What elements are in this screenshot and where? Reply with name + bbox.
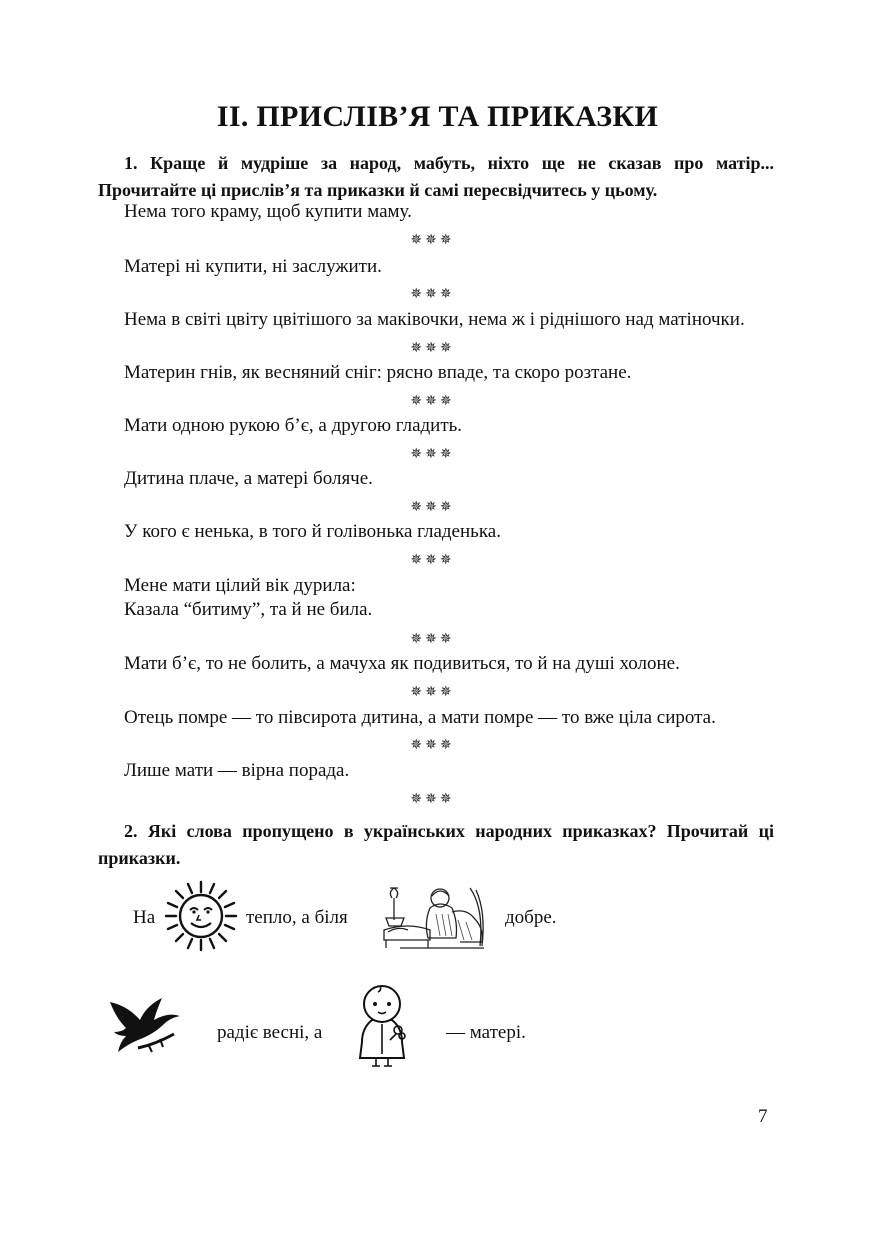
proverb-7: У кого є ненька, в того й голівонька гладенька. [124, 521, 501, 542]
separator-stars: ✵✵✵ [410, 792, 455, 807]
puzzle-2-word-materi: — матері. [446, 1022, 526, 1043]
proverb-4: Материн гнів, як весняний сніг: рясно впаде, та скоро розтане. [124, 362, 632, 383]
proverb-6: Дитина плаче, а матері боляче. [124, 468, 373, 489]
sun-icon [162, 880, 240, 952]
separator-stars: ✵✵✵ [410, 233, 455, 248]
task-2-instruction: 2. Які слова пропущено в українських народних приказках? Прочитай ці приказки. [98, 821, 774, 868]
proverb-5: Мати одною рукою б’є, а другою гладить. [124, 415, 463, 436]
separator-stars: ✵✵✵ [410, 632, 455, 647]
puzzle-2-word-radie: радіє весні, а [217, 1022, 323, 1043]
proverb-10: Отець помре — то півсирота дитина, а мати помре — то вже ціла сирота. [124, 707, 716, 728]
proverb-8-line-1: Мене мати цілий вік дурила: [124, 575, 356, 596]
separator-stars: ✵✵✵ [410, 394, 455, 409]
separator-stars: ✵✵✵ [410, 447, 455, 462]
proverb-2: Матері ні купити, ні заслужити. [124, 256, 382, 277]
page-title: II. ПРИСЛІВ’Я ТА ПРИКАЗКИ [216, 100, 659, 133]
puzzle-1-word-teplo: тепло, а біля [246, 907, 348, 928]
separator-stars: ✵✵✵ [410, 287, 455, 302]
proverb-1: Нема того краму, щоб купити маму. [124, 201, 412, 222]
proverb-9: Мати б’є, то не болить, а мачуха як подивиться, то й на душі холоне. [124, 653, 680, 674]
puzzle-1-word-dobre: добре. [505, 907, 557, 928]
separator-stars: ✵✵✵ [410, 738, 455, 753]
child-icon [352, 982, 412, 1068]
bird-icon [108, 992, 190, 1056]
task-1-instruction: 1. Краще й мудріше за народ, мабуть, ніхто ще не сказав про матір... Прочитайте ці прислів’я та приказки й самі пересвідчитесь у цьому. [98, 153, 774, 200]
proverb-8-line-2: Казала “битиму”, та й не била. [124, 599, 373, 620]
separator-stars: ✵✵✵ [410, 500, 455, 515]
page-number: 7 [758, 1106, 768, 1127]
separator-stars: ✵✵✵ [410, 341, 455, 356]
proverb-3: Нема в світі цвіту цвітішого за маківочки, нема ж і ріднішого над матіночки. [124, 309, 745, 330]
separator-stars: ✵✵✵ [410, 685, 455, 700]
puzzle-1-word-na: На [133, 907, 156, 928]
mother-by-cradle-icon [380, 878, 490, 950]
separator-stars: ✵✵✵ [410, 553, 455, 568]
proverb-11: Лише мати — вірна порада. [124, 760, 350, 781]
